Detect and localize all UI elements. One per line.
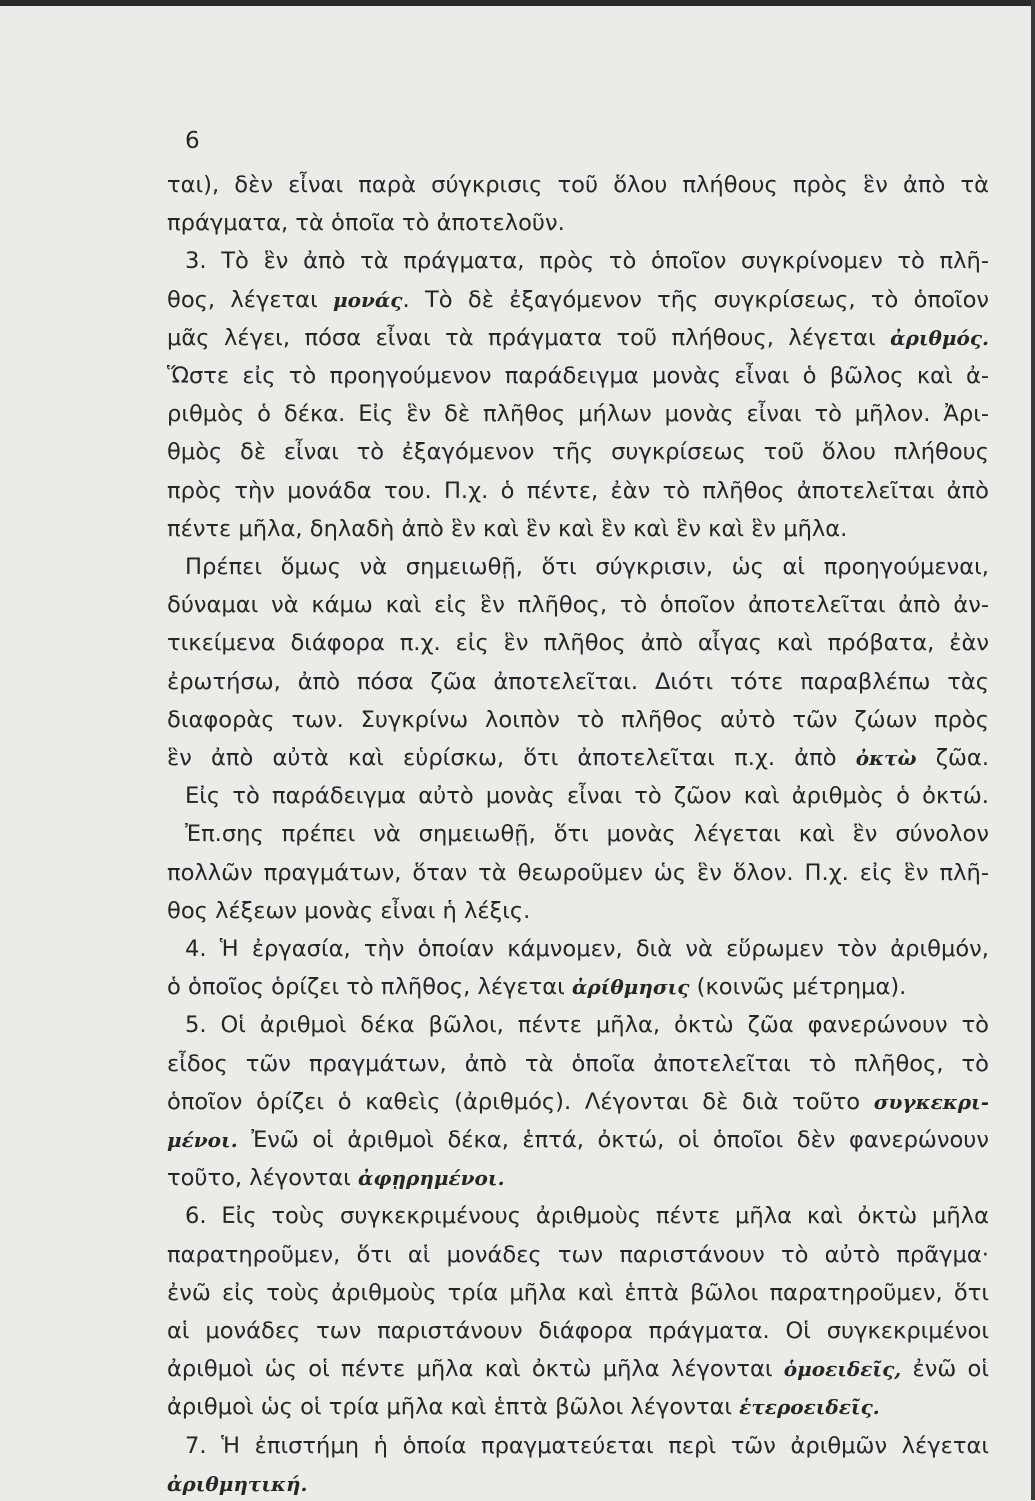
text-run: ὁ ὁποῖος ὁρίζει τὸ πλῆθος, λέγεται (167, 974, 572, 1001)
text-run: πολλῶν πραγμάτων, ὅταν τὰ θεωροῦμεν ὡς ἓν ὅλον. Π.χ. εἰς ἓν πλῆ- (167, 859, 989, 886)
text-line (167, 359, 989, 393)
text-line (185, 1008, 989, 1042)
text-line (167, 283, 989, 317)
text-run: 3. Τὸ ἓν ἀπὸ τὰ πράγματα, πρὸς τὸ ὁποῖον συγκρίνομεν τὸ πλῆ- (185, 248, 989, 275)
text-run: ἀριθμοὶ ὡς οἱ τρία μῆλα καὶ ἑπτὰ βῶλοι λέγονται (167, 1394, 740, 1421)
text-line (185, 1429, 989, 1463)
text-line (185, 1199, 989, 1233)
emphasized-term: μένοι. (167, 1128, 238, 1152)
text-line (167, 588, 989, 622)
text-run: παρατηροῦμεν, ὅτι αἱ μονάδες των παριστάνουν τὸ αὐτὸ πρᾶγμα· (167, 1241, 989, 1268)
text-run: πράγματα, τὰ ὁποῖα τὸ ἀποτελοῦν. (167, 210, 565, 237)
text-run: 6. Εἰς τοὺς συγκεκριμένους ἀριθμοὺς πέντε μῆλα καὶ ὀκτὼ μῆλα (185, 1203, 989, 1230)
scan-right-edge (1031, 0, 1035, 1500)
emphasized-term: ἀριθμός. (890, 325, 989, 350)
text-run: 4. Ἡ ἐργασία, τὴν ὁποίαν κάμνομεν, διὰ νὰ εὕρωμεν τὸν ἀριθμόν, (185, 936, 989, 962)
text-line (167, 1047, 989, 1081)
emphasized-term: ἀριθμητική. (167, 1471, 308, 1496)
text-run: Εἰς τὸ παράδειγμα αὐτὸ μονὰς εἶναι τὸ ζῶον καὶ ἀριθμὸς ὁ ὀκτώ. (185, 783, 989, 810)
text-run: θος, λέγεται (167, 286, 334, 313)
text-run: θμὸς δὲ εἶναι τὸ ἐξαγόμενον τῆς συγκρίσεως τοῦ ὅλου πλήθους (167, 439, 989, 466)
text-line (167, 474, 989, 508)
text-run: ριθμὸς ὁ δέκα. Εἰς ἓν δὲ πλῆθος μήλων μονὰς εἶναι τὸ μῆλον. Ἀρι- (167, 401, 989, 428)
text-line (167, 1314, 989, 1348)
emphasized-term: ἀφῃρημένοι. (358, 1166, 505, 1191)
text-line (167, 1352, 989, 1386)
page-number: 6 (185, 128, 201, 154)
text-run: θος λέξεων μονὰς εἶναι ἡ λέξις. (167, 897, 531, 924)
text-line (167, 1390, 989, 1424)
text-run: αἱ μονάδες των παριστάνουν διάφορα πράγματα. Οἱ συγκεκριμένοι (167, 1318, 989, 1344)
text-line (167, 703, 989, 737)
text-line (167, 1123, 989, 1157)
text-run: ζῶα. (916, 745, 989, 771)
emphasized-term: ὀκτὼ (855, 746, 917, 770)
text-line (167, 512, 989, 546)
text-run: Ἐνῶ οἱ ἀριθμοὶ δέκα, ἑπτά, ὀκτώ, οἱ ὁποῖοι δὲν φανερώνουν (237, 1127, 989, 1153)
emphasized-term: ὁμοειδεῖς, (783, 1357, 902, 1382)
text-line (167, 1276, 989, 1310)
text-run: 7. Ἡ ἐπιστήμη ἡ ὁποία πραγματεύεται περὶ τῶν ἀριθμῶν λέγεται (185, 1432, 989, 1459)
text-run: ἐνῶ οἱ (901, 1356, 989, 1383)
text-line (167, 168, 989, 202)
text-line (167, 626, 989, 660)
text-line (167, 435, 989, 469)
emphasized-term: συγκεκρι- (873, 1089, 989, 1114)
emphasized-term: ἀρίθμησις (571, 975, 690, 1000)
text-run: (κοινῶς μέτρημα). (689, 974, 907, 1001)
text-run: πέντε μῆλα, δηλαδὴ ἀπὸ ἓν καὶ ἓν καὶ ἓν καὶ ἓν καὶ ἓν μῆλα. (167, 515, 848, 542)
text-line (167, 1467, 989, 1501)
text-line (185, 779, 989, 813)
emphasized-term: μονάς (333, 287, 403, 312)
text-run: εἶδος τῶν πραγμάτων, ἀπὸ τὰ ὁποῖα ἀποτελεῖται τὸ πλῆθος, τὸ (167, 1050, 989, 1077)
text-run: Πρέπει ὅμως νὰ σημειωθῇ, ὅτι σύγκρισιν, ὡς αἱ προηγούμεναι, (185, 554, 989, 580)
scan-top-edge (0, 0, 1035, 6)
text-run: 5. Οἱ ἀριθμοὶ δέκα βῶλοι, πέντε μῆλα, ὀκτὼ ζῶα φανερώνουν τὸ (185, 1012, 989, 1039)
text-run: . Τὸ δὲ ἐξαγόμενον τῆς συγκρίσεως, τὸ ὁποῖον (402, 286, 990, 313)
text-run: πρὸς τὴν μονάδα του. Π.χ. ὁ πέντε, ἐὰν τὸ πλῆθος ἀποτελεῖται ἀπὸ (167, 477, 989, 504)
text-line (167, 206, 989, 240)
text-line (167, 665, 989, 699)
text-run: ἐρωτήσω, ἀπὸ πόσα ζῶα ἀποτελεῖται. Διότι τότε παραβλέπω τὰς (167, 668, 989, 695)
text-run: μᾶς λέγει, πόσα εἶναι τὰ πράγματα τοῦ πλήθους, λέγεται (167, 324, 891, 351)
text-line (167, 1238, 989, 1272)
text-run: Ὥστε εἰς τὸ προηγούμενον παράδειγμα μονὰς εἶναι ὁ βῶλος καὶ ἀ- (167, 363, 989, 389)
text-run: ἀριθμοὶ ὡς οἱ πέντε μῆλα καὶ ὀκτὼ μῆλα λέγονται (167, 1356, 784, 1383)
text-line (185, 244, 989, 278)
text-run: τοῦτο, λέγονται (167, 1165, 359, 1192)
text-run: ἓν ἀπὸ αὐτὰ καὶ εὑρίσκω, ὅτι ἀποτελεῖται π.χ. ἀπὸ (167, 745, 856, 771)
text-line (185, 550, 989, 584)
text-run: διαφορὰς των. Συγκρίνω λοιπὸν τὸ πλῆθος αὐτὸ τῶν ζώων πρὸς (167, 706, 989, 733)
text-line (167, 397, 989, 431)
text-line (167, 856, 989, 890)
text-line (167, 894, 989, 928)
text-line (167, 970, 989, 1004)
text-run: Ἐπ.σης πρέπει νὰ σημειωθῇ, ὅτι μονὰς λέγεται καὶ ἓν σύνολον (185, 821, 989, 848)
text-run: τικείμενα διάφορα π.χ. εἰς ἓν πλῆθος ἀπὸ αἶγας καὶ πρόβατα, ἐὰν (167, 630, 989, 657)
text-line (185, 932, 989, 966)
text-run: δύναμαι νὰ κάμω καὶ εἰς ἓν πλῆθος, τὸ ὁποῖον ἀποτελεῖται ἀπὸ ἀν- (167, 592, 989, 619)
text-line (167, 741, 989, 775)
text-run: ἐνῶ εἰς τοὺς ἀριθμοὺς τρία μῆλα καὶ ἑπτὰ βῶλοι παρατηροῦμεν, ὅτι (167, 1279, 989, 1306)
emphasized-term: ἑτεροειδεῖς. (739, 1395, 880, 1420)
text-line (167, 1161, 989, 1195)
text-run: ται), δὲν εἶναι παρὰ σύγκρισις τοῦ ὅλου πλήθους πρὸς ἓν ἀπὸ τὰ (167, 172, 989, 198)
text-line (167, 1085, 989, 1119)
text-line (185, 817, 989, 851)
text-run: ὁποῖον ὁρίζει ὁ καθεὶς (ἀριθμός). Λέγονται δὲ διὰ τοῦτο (167, 1088, 874, 1115)
text-line (167, 321, 989, 355)
